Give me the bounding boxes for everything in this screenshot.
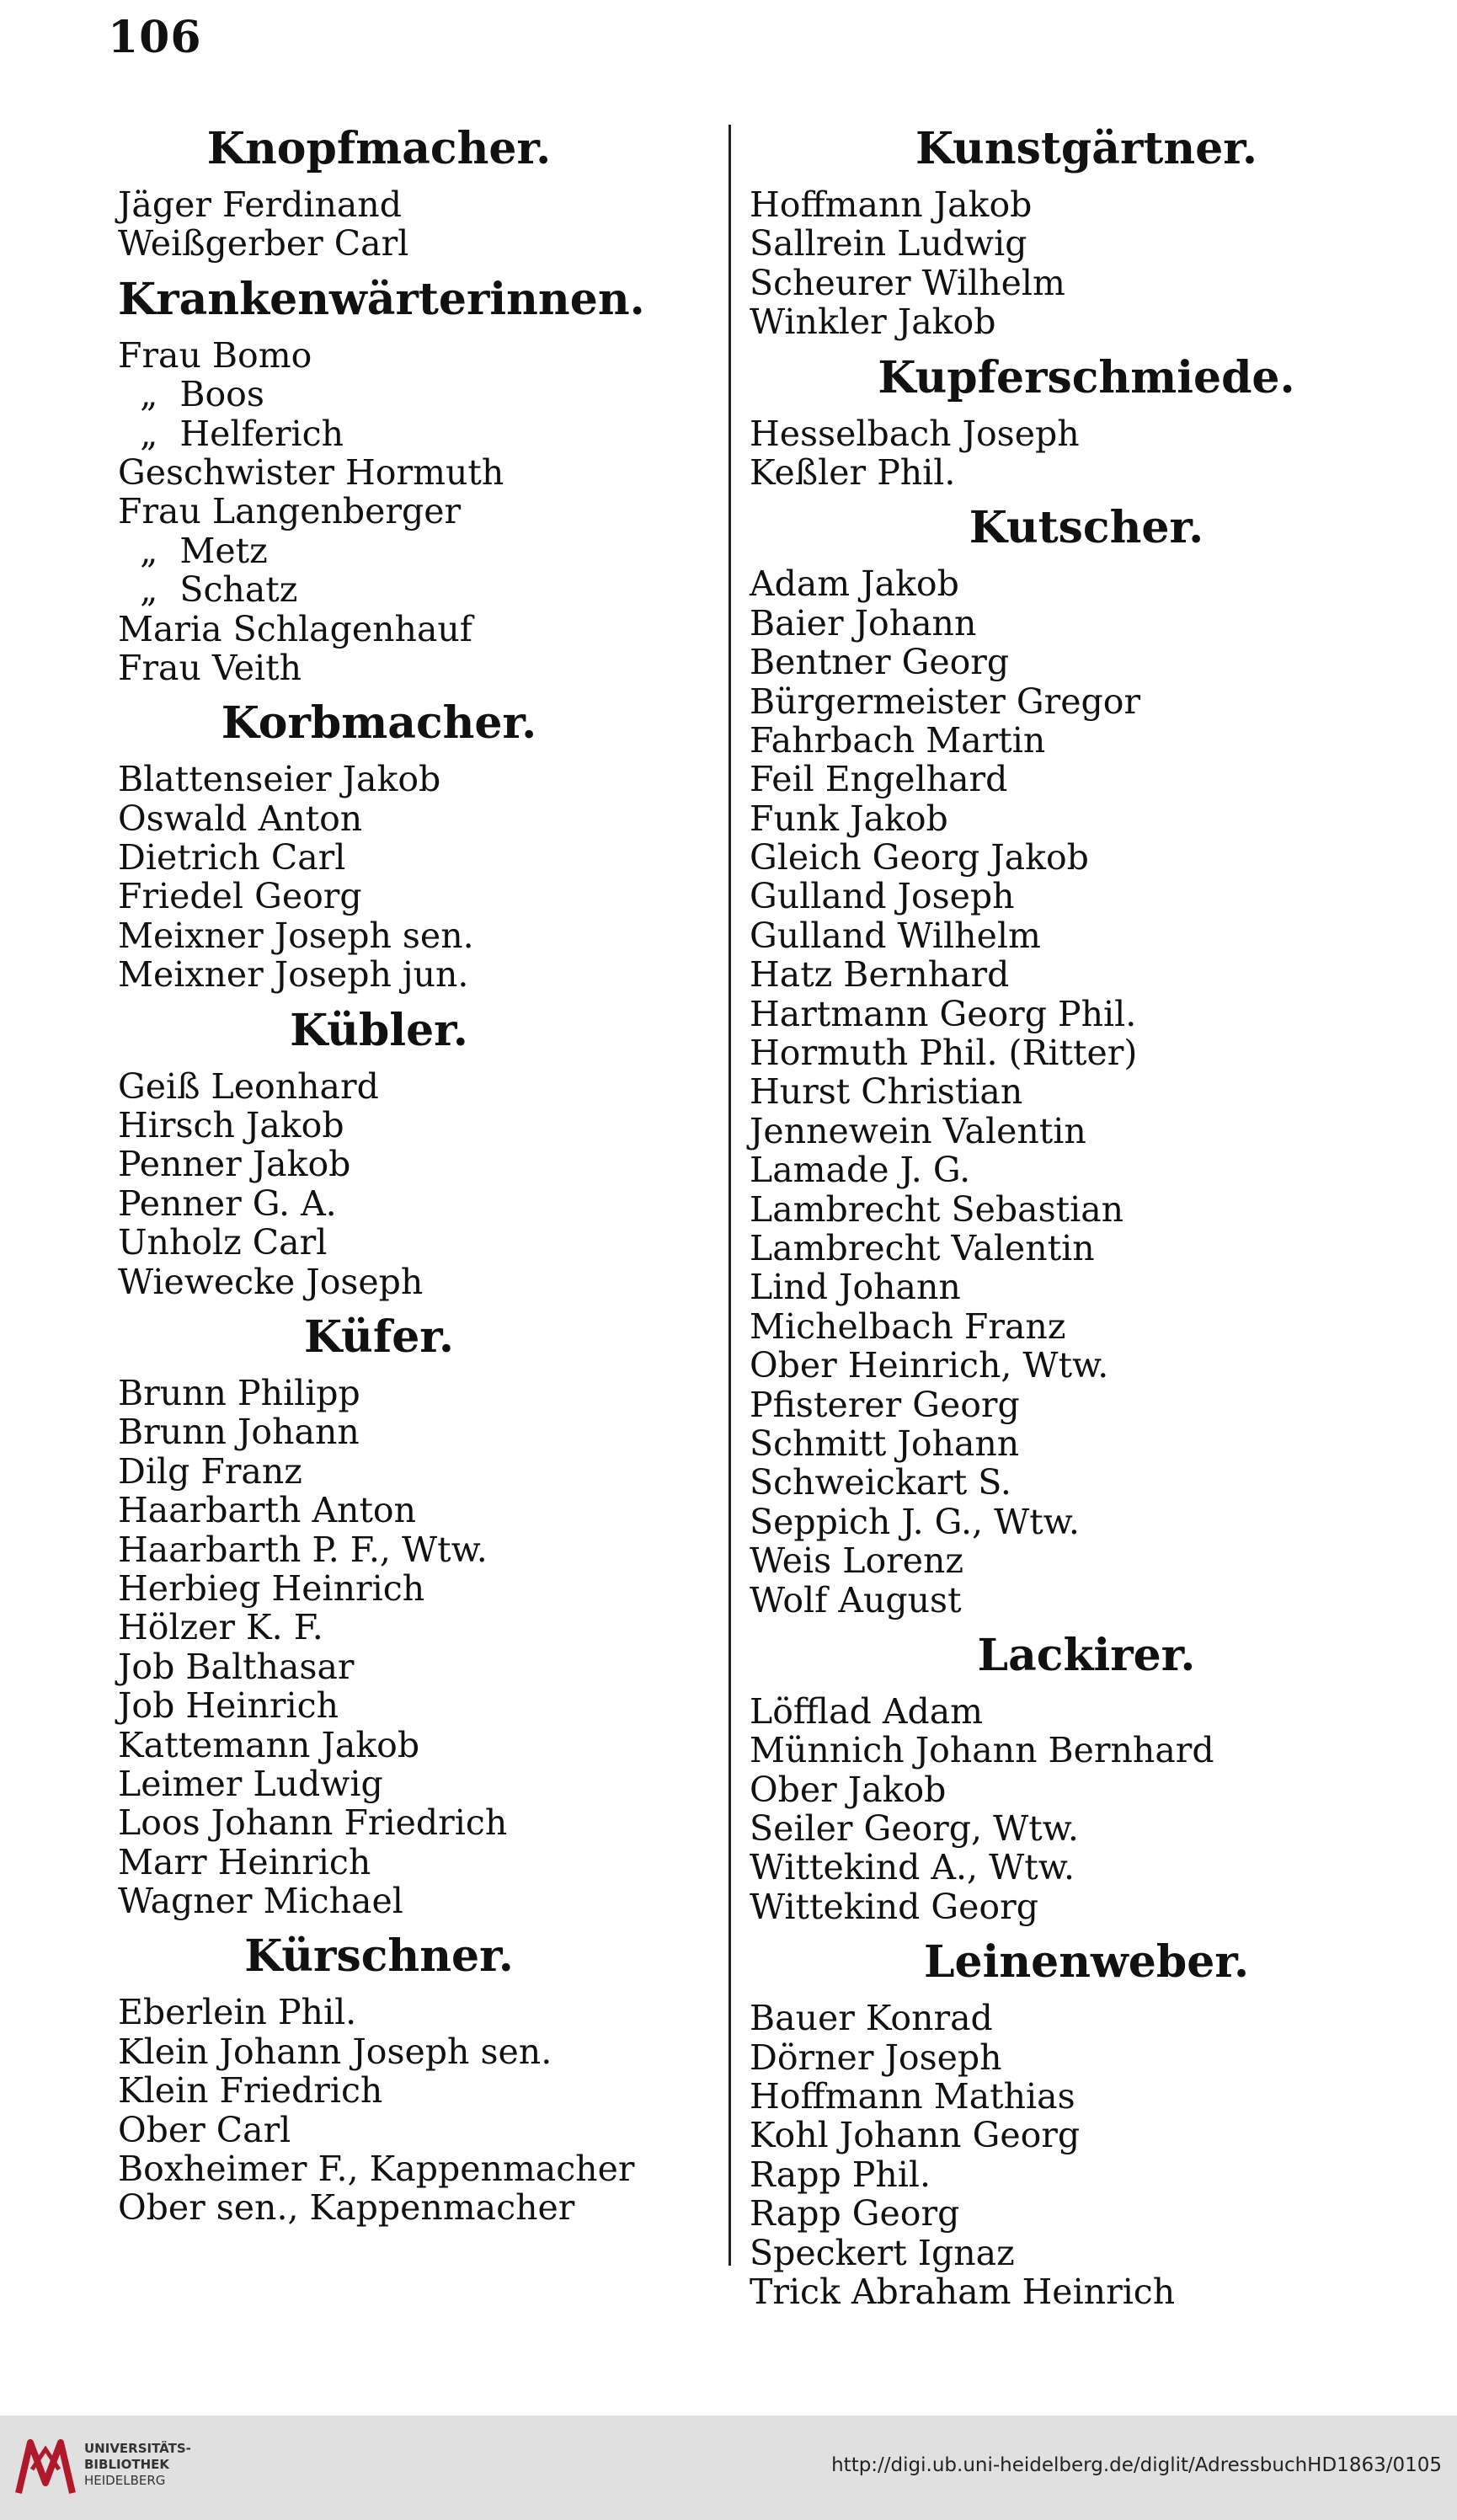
directory-entry: Ober Jakob — [750, 1769, 947, 1810]
footer-bar — [0, 2416, 1457, 2520]
directory-entry: Seppich J. G., Wtw. — [750, 1501, 1080, 1542]
directory-section — [118, 269, 716, 688]
directory-entry: Blattenseier Jakob — [118, 759, 441, 800]
directory-entry: Rapp Phil. — [750, 2154, 931, 2195]
entry-list — [750, 414, 1423, 493]
directory-entry: Schweickart S. — [750, 1462, 1011, 1503]
library-logo-text — [84, 2441, 191, 2489]
entry-list — [118, 1374, 716, 1920]
directory-entry: Gulland Joseph — [750, 876, 1015, 917]
directory-entry: Bürgermeister Gregor — [750, 681, 1141, 722]
directory-entry: Hesselbach Joseph — [750, 413, 1080, 454]
directory-entry: Hartmann Georg Phil. — [750, 993, 1137, 1034]
directory-entry: Jäger Ferdinand — [118, 184, 402, 225]
directory-section — [118, 1000, 716, 1301]
directory-section — [118, 692, 716, 994]
directory-entry: Jennewein Valentin — [750, 1110, 1086, 1151]
directory-entry: Speckert Ignaz — [750, 2232, 1015, 2273]
directory-section — [750, 1625, 1423, 1926]
directory-entry: Sallrein Ludwig — [750, 223, 1027, 264]
directory-entry: Frau Bomo — [118, 334, 312, 376]
directory-entry: Frau Veith — [118, 647, 302, 688]
directory-entry: Trick Abraham Heinrich — [750, 2271, 1176, 2312]
directory-entry: Bentner Georg — [750, 642, 1010, 683]
directory-entry: Haarbarth Anton — [118, 1490, 417, 1531]
directory-entry: Brunn Johann — [118, 1412, 360, 1453]
directory-entry: Winkler Jakob — [750, 302, 996, 343]
section-heading: Kutscher. — [969, 502, 1204, 554]
directory-entry: Fahrbach Martin — [750, 719, 1046, 761]
directory-entry: Loos Johann Friedrich — [118, 1802, 508, 1844]
directory-entry: Baier Johann — [750, 602, 977, 643]
directory-entry: Keßler Phil. — [750, 451, 956, 493]
directory-entry: Penner Jakob — [118, 1144, 351, 1185]
directory-entry: Hirsch Jakob — [118, 1105, 344, 1146]
directory-entry: Wiewecke Joseph — [118, 1261, 424, 1302]
directory-entry: Leimer Ludwig — [118, 1763, 383, 1804]
entry-list — [118, 1993, 716, 2227]
entry-list — [750, 564, 1423, 1620]
directory-entry: Rapp Georg — [750, 2193, 960, 2234]
directory-entry: Hölzer K. F. — [118, 1607, 323, 1648]
right-column — [750, 118, 1423, 2316]
directory-section — [750, 347, 1423, 493]
directory-section — [750, 497, 1423, 1620]
section-heading: Korbmacher. — [221, 697, 537, 750]
directory-entry: Münnich Johann Bernhard — [750, 1730, 1214, 1771]
section-heading: Krankenwärterinnen. — [118, 273, 645, 325]
directory-entry: Maria Schlagenhauf — [118, 608, 472, 649]
directory-entry: Hurst Christian — [750, 1071, 1023, 1113]
entry-list — [750, 1999, 1423, 2311]
directory-entry: Ober Carl — [118, 2109, 291, 2150]
directory-entry: „ Boos — [118, 374, 264, 415]
directory-section — [118, 1306, 716, 1920]
directory-section — [118, 118, 716, 264]
directory-entry: Kohl Johann Georg — [750, 2115, 1081, 2156]
entry-list — [118, 760, 716, 994]
directory-entry: Herbieg Heinrich — [118, 1567, 425, 1609]
directory-entry: Pfisterer Georg — [750, 1384, 1020, 1425]
entry-list — [118, 1067, 716, 1301]
directory-entry: Lambrecht Valentin — [750, 1227, 1095, 1268]
directory-entry: Scheurer Wilhelm — [750, 262, 1065, 303]
directory-entry: Friedel Georg — [118, 876, 362, 917]
directory-entry: Hormuth Phil. (Ritter) — [750, 1033, 1138, 1074]
page-number: 106 — [108, 12, 202, 63]
entry-list — [750, 1692, 1423, 1926]
directory-entry: Meixner Joseph jun. — [118, 954, 469, 996]
directory-entry: Job Balthasar — [118, 1646, 355, 1687]
section-heading: Knopfmacher. — [206, 123, 552, 174]
directory-entry: Ober sen., Kappenmacher — [118, 2187, 575, 2229]
entry-list — [118, 336, 716, 688]
directory-entry: Lambrecht Sebastian — [750, 1188, 1124, 1230]
entry-list — [750, 185, 1423, 342]
directory-entry: Unholz Carl — [118, 1222, 328, 1263]
logo-line-1: UNIVERSITÄTS- — [84, 2441, 191, 2456]
directory-entry: Adam Jakob — [750, 563, 959, 605]
directory-entry: Gleich Georg Jakob — [750, 837, 1089, 878]
directory-entry: Wolf August — [750, 1579, 962, 1620]
university-seal-icon — [12, 2432, 79, 2500]
directory-entry: Bauer Konrad — [750, 1998, 993, 2039]
section-heading: Kupferschmiede. — [878, 351, 1295, 403]
section-heading: Küfer. — [303, 1311, 455, 1363]
directory-entry: Funk Jakob — [750, 798, 948, 839]
column-divider — [728, 125, 731, 2266]
source-url-link[interactable]: http://digi.ub.uni-heidelberg.de/diglit/AdressbuchHD1863/0105 — [831, 2454, 1442, 2476]
directory-entry: „ Helferich — [118, 413, 344, 454]
section-heading: Kübler. — [290, 1004, 468, 1056]
directory-entry: Löfflad Adam — [750, 1690, 984, 1732]
directory-entry: Oswald Anton — [118, 798, 363, 839]
directory-entry: Schmitt Johann — [750, 1423, 1020, 1464]
directory-entry: „ Schatz — [118, 569, 298, 611]
logo-line-2: BIBLIOTHEK — [84, 2457, 169, 2472]
directory-entry: Dietrich Carl — [118, 837, 346, 878]
directory-entry: Weis Lorenz — [750, 1540, 964, 1582]
directory-entry: Seiler Georg, Wtw. — [750, 1808, 1079, 1850]
directory-entry: Kattemann Jakob — [118, 1724, 420, 1765]
entry-list — [118, 185, 716, 264]
directory-entry: Hatz Bernhard — [750, 954, 1010, 996]
directory-entry: Wagner Michael — [118, 1881, 403, 1922]
directory-entry: Geiß Leonhard — [118, 1065, 379, 1107]
directory-entry: Weißgerber Carl — [118, 223, 409, 264]
directory-entry: Feil Engelhard — [750, 759, 1008, 800]
directory-entry: Penner G. A. — [118, 1183, 337, 1224]
directory-entry: Marr Heinrich — [118, 1841, 371, 1882]
left-column — [118, 118, 716, 2233]
directory-entry: Brunn Philipp — [118, 1372, 360, 1413]
directory-entry: Frau Langenberger — [118, 491, 462, 532]
directory-entry: Hoffmann Mathias — [750, 2076, 1075, 2117]
directory-entry: Gulland Wilhelm — [750, 915, 1041, 956]
logo-line-3: HEIDELBERG — [84, 2473, 166, 2488]
section-heading: Kürschner. — [244, 1930, 514, 1983]
directory-section — [118, 1925, 716, 2227]
directory-entry: Wittekind Georg — [750, 1886, 1038, 1927]
directory-entry: Lamade J. G. — [750, 1150, 971, 1191]
directory-entry: Wittekind A., Wtw. — [750, 1847, 1075, 1888]
section-heading: Kunstgärtner. — [915, 123, 1258, 174]
directory-entry: Lind Johann — [750, 1267, 961, 1308]
directory-entry: Haarbarth P. F., Wtw. — [118, 1529, 488, 1570]
directory-section — [750, 1931, 1423, 2311]
directory-entry: Michelbach Franz — [750, 1305, 1066, 1347]
directory-entry: Dilg Franz — [118, 1450, 302, 1492]
directory-entry: Geschwister Hormuth — [118, 451, 504, 493]
directory-entry: Klein Johann Joseph sen. — [118, 2031, 552, 2072]
directory-entry: Hoffmann Jakob — [750, 184, 1033, 225]
directory-entry: Boxheimer F., Kappenmacher — [118, 2149, 635, 2190]
directory-section — [750, 118, 1423, 342]
section-heading: Leinenweber. — [923, 1936, 1250, 1989]
directory-entry: Klein Friedrich — [118, 2070, 383, 2112]
directory-entry: Job Heinrich — [118, 1685, 339, 1727]
directory-entry: Eberlein Phil. — [118, 1992, 357, 2033]
directory-entry: Dörner Joseph — [750, 2037, 1002, 2078]
directory-entry: Meixner Joseph sen. — [118, 915, 474, 956]
section-heading: Lackirer. — [977, 1629, 1196, 1681]
directory-entry: „ Metz — [118, 530, 268, 571]
directory-entry: Ober Heinrich, Wtw. — [750, 1345, 1109, 1386]
